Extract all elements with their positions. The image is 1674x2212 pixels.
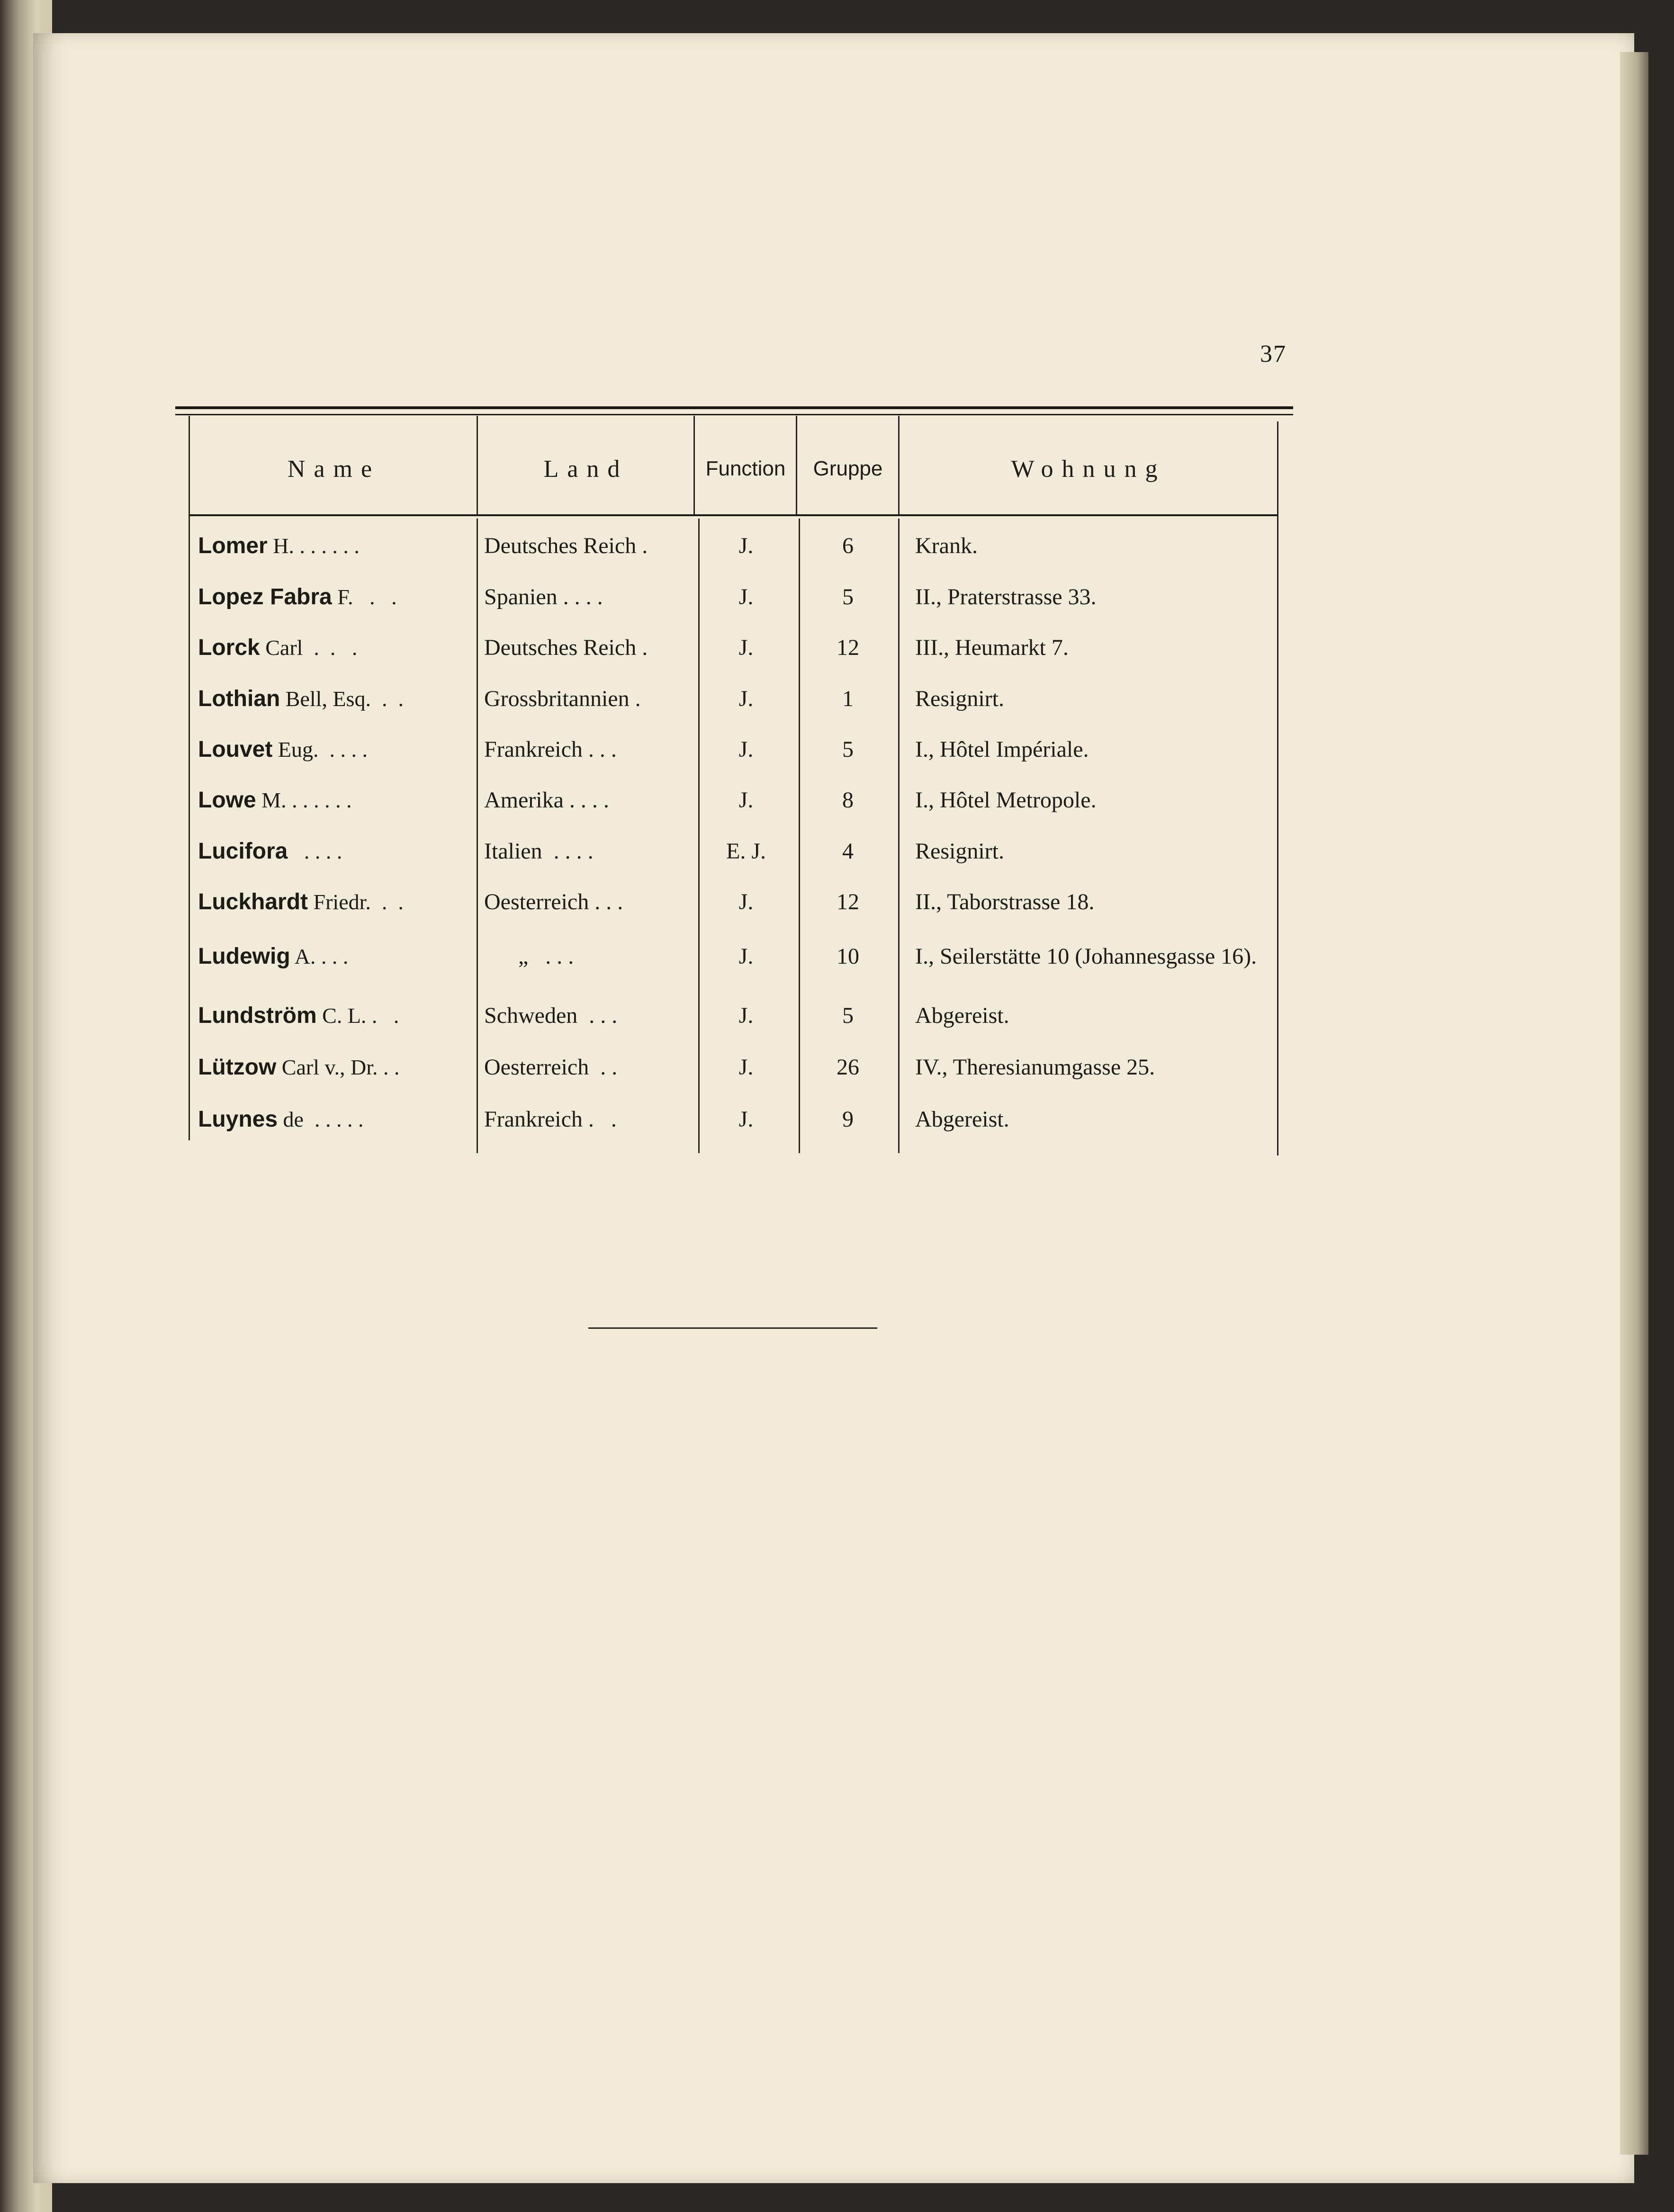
- table-row: [0, 1106, 1674, 1157]
- given-name: F. . .: [332, 585, 397, 609]
- wohnung-cell: I., Seilerstätte 10 (Johannesgasse 16).: [915, 944, 1257, 969]
- column-line-name-land-header: [477, 416, 478, 515]
- function-cell: J.: [738, 584, 754, 609]
- header-rule: [189, 514, 1277, 516]
- gruppe-cell: 26: [837, 1055, 859, 1080]
- header-wohnung: Wohnung: [1011, 455, 1166, 483]
- name-cell: [198, 635, 357, 661]
- given-name: . . . .: [288, 839, 342, 863]
- land-cell: „ . . .: [484, 944, 574, 969]
- land-cell: Deutsches Reich .: [484, 533, 648, 558]
- surname: Lucifora: [198, 839, 288, 864]
- land-cell: Spanien . . . .: [484, 584, 603, 609]
- table-row: [0, 736, 1674, 788]
- wohnung-cell: II., Praterstrasse 33.: [915, 584, 1097, 609]
- given-name: Carl v., Dr. . .: [276, 1055, 400, 1079]
- function-cell: J.: [738, 737, 754, 762]
- function-cell: J.: [738, 889, 754, 914]
- table-row: [0, 838, 1674, 889]
- wohnung-cell: IV., Theresianumgasse 25.: [915, 1055, 1155, 1080]
- given-name: H. . . . . . .: [267, 534, 360, 558]
- given-name: Bell, Esq. . .: [280, 687, 404, 711]
- given-name: Eug. . . . .: [272, 737, 368, 761]
- gruppe-cell: 5: [842, 737, 854, 762]
- given-name: C. L. . .: [316, 1003, 399, 1028]
- header-land: Land: [543, 455, 629, 483]
- name-cell: [198, 787, 352, 813]
- given-name: A. . . .: [290, 944, 349, 968]
- name-cell: [198, 1106, 363, 1132]
- name-cell: [198, 1054, 400, 1080]
- wohnung-cell: Resignirt.: [915, 839, 1004, 864]
- function-cell: J.: [738, 944, 754, 969]
- table-row: [0, 943, 1674, 994]
- name-cell: [198, 533, 360, 559]
- table-row: [0, 533, 1674, 584]
- function-cell: J.: [738, 1055, 754, 1080]
- column-line-land-function-header: [693, 416, 695, 515]
- column-line-gruppe-wohnung-header: [898, 416, 900, 515]
- gruppe-cell: 9: [842, 1107, 854, 1132]
- table-row: [0, 1003, 1674, 1054]
- surname: Lützow: [198, 1055, 277, 1080]
- land-cell: Grossbritannien .: [484, 686, 641, 711]
- given-name: Friedr. . .: [308, 890, 404, 914]
- name-cell: [198, 686, 404, 712]
- name-cell: [198, 943, 348, 969]
- gruppe-cell: 8: [842, 788, 854, 813]
- wohnung-cell: Abgereist.: [915, 1107, 1009, 1132]
- function-cell: J.: [738, 1003, 754, 1028]
- function-cell: E. J.: [726, 839, 766, 864]
- gruppe-cell: 12: [837, 635, 859, 660]
- surname: Lowe: [198, 788, 256, 813]
- land-cell: Deutsches Reich .: [484, 635, 648, 660]
- function-cell: J.: [738, 788, 754, 813]
- table-top-rule: [175, 406, 1293, 409]
- wohnung-cell: Abgereist.: [915, 1003, 1009, 1028]
- land-cell: Italien . . . .: [484, 839, 594, 864]
- surname: Louvet: [198, 737, 273, 762]
- wohnung-cell: II., Taborstrasse 18.: [915, 889, 1095, 914]
- land-cell: Amerika . . . .: [484, 788, 609, 813]
- gruppe-cell: 1: [842, 686, 854, 711]
- gruppe-cell: 10: [837, 944, 859, 969]
- function-cell: J.: [738, 635, 754, 660]
- gruppe-cell: 6: [842, 533, 854, 558]
- land-cell: Oesterreich . .: [484, 1055, 618, 1080]
- name-cell: [198, 736, 368, 762]
- table-row: [0, 635, 1674, 686]
- gruppe-cell: 5: [842, 584, 854, 609]
- page-number: 37: [1260, 340, 1287, 367]
- given-name: M. . . . . . .: [256, 788, 352, 812]
- surname: Luynes: [198, 1107, 278, 1132]
- surname: Ludewig: [198, 944, 290, 969]
- surname: Lomer: [198, 533, 268, 558]
- wohnung-cell: III., Heumarkt 7.: [915, 635, 1069, 660]
- header-function: Function: [705, 457, 786, 480]
- name-cell: [198, 584, 397, 610]
- table-row: [0, 889, 1674, 940]
- surname: Lundström: [198, 1003, 317, 1028]
- name-cell: [198, 1003, 399, 1029]
- table-row: [0, 686, 1674, 737]
- wohnung-cell: I., Hôtel Metropole.: [915, 788, 1097, 813]
- wohnung-cell: Krank.: [915, 533, 978, 558]
- name-cell: [198, 889, 404, 915]
- header-name: Name: [287, 455, 381, 483]
- gruppe-cell: 5: [842, 1003, 854, 1028]
- wohnung-cell: Resignirt.: [915, 686, 1004, 711]
- header-gruppe: Gruppe: [813, 457, 883, 480]
- gruppe-cell: 4: [842, 839, 854, 864]
- land-cell: Oesterreich . . .: [484, 889, 623, 914]
- gruppe-cell: 12: [837, 889, 859, 914]
- surname: Lopez Fabra: [198, 584, 332, 609]
- function-cell: J.: [738, 533, 754, 558]
- wohnung-cell: I., Hôtel Impériale.: [915, 737, 1089, 762]
- land-cell: Frankreich . .: [484, 1107, 617, 1132]
- surname: Lothian: [198, 686, 280, 711]
- surname: Lorck: [198, 635, 260, 660]
- table-row: [0, 1054, 1674, 1105]
- column-line-function-gruppe-header: [796, 416, 797, 515]
- name-cell: [198, 838, 342, 864]
- table-top-rule-thin: [175, 414, 1293, 415]
- given-name: de . . . . .: [278, 1107, 364, 1131]
- land-cell: Schweden . . .: [484, 1003, 618, 1028]
- function-cell: J.: [738, 1107, 754, 1132]
- land-cell: Frankreich . . .: [484, 737, 617, 762]
- surname: Luckhardt: [198, 889, 308, 914]
- table-row: [0, 787, 1674, 838]
- closing-rule: [588, 1327, 877, 1329]
- function-cell: J.: [738, 686, 754, 711]
- given-name: Carl . . .: [260, 636, 358, 660]
- table-row: [0, 584, 1674, 635]
